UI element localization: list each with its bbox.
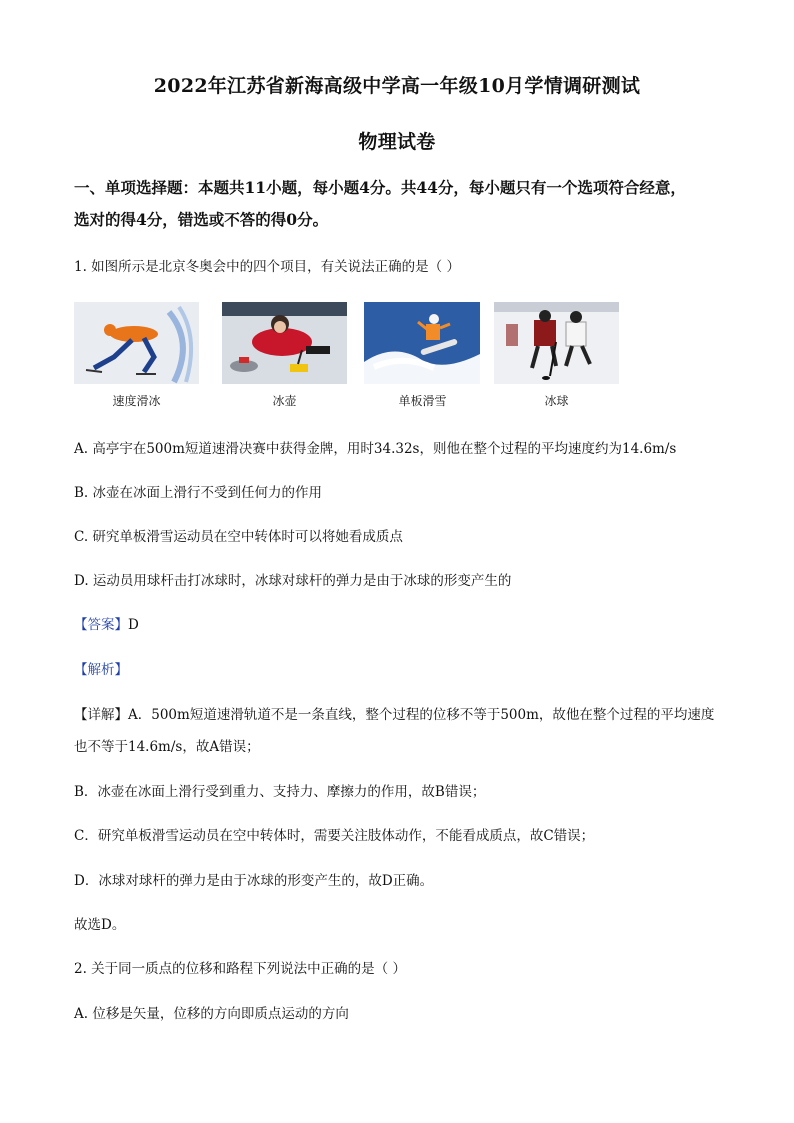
q1-detail-a-line2: 也不等于14.6m/s，故A错误； (74, 739, 260, 755)
q2-option-a: A. 位移是矢量，位移的方向即质点运动的方向 (74, 1006, 349, 1022)
q1-detail-c: C．研究单板滑雪运动员在空中转体时，需要关注肢体动作，不能看成质点，故C错误； (74, 828, 595, 844)
q1-answer (74, 613, 139, 633)
snowboard-image (364, 302, 480, 384)
q1-analysis-tag: 【解析】 (74, 662, 128, 678)
exam-subtitle: 物理试卷 (358, 131, 436, 153)
q1-detail-d: D．冰球对球杆的弹力是由于冰球的形变产生的，故D正确。 (74, 873, 434, 889)
section-header-line2: 选对的得4分，错选或不答的得0分。 (74, 210, 329, 229)
speed-skating-image (74, 302, 199, 384)
q1-detail-b: B．冰壶在冰面上滑行受到重力、支持力、摩擦力的作用，故B错误； (74, 784, 486, 800)
q1-option-b: B. 冰壶在冰面上滑行不受到任何力的作用 (74, 485, 323, 501)
q2-stem: 2. 关于同一质点的位移和路程下列说法中正确的是（ ） (74, 961, 406, 977)
answer-value: D (128, 617, 139, 633)
q1-option-a: A. 高亭宇在500m短道速滑决赛中获得金牌，用时34.32s，则他在整个过程的平均速度约为14.6m/s (74, 441, 677, 457)
detail-a-text: A．500m短道速滑轨道不是一条直线，整个过程的位移不等于500m，故他在整个过程的平均速度 (128, 707, 715, 723)
caption-ice-hockey: 冰球 (544, 394, 569, 408)
q1-option-c: C. 研究单板滑雪运动员在空中转体时可以将她看成质点 (74, 529, 403, 545)
ice-hockey-image (494, 302, 619, 384)
exam-title: 2022年江苏省新海高级中学高一年级10月学情调研测试 (153, 75, 641, 97)
section-header-line1: 一、单项选择题：本题共11小题，每小题4分。共44分，每小题只有一个选项符合经意， (74, 178, 686, 197)
caption-speed-skating: 速度滑冰 (112, 394, 161, 408)
detail-tag: 【详解】 (74, 707, 128, 723)
q1-stem: 1. 如图所示是北京冬奥会中的四个项目，有关说法正确的是（ ） (74, 259, 460, 275)
q1-detail-a-line1 (74, 703, 714, 723)
caption-snowboard: 单板滑雪 (398, 394, 447, 408)
caption-curling: 冰壶 (272, 394, 297, 408)
curling-image (222, 302, 347, 384)
q1-conclusion: 故选D。 (74, 917, 126, 933)
q1-option-d: D. 运动员用球杆击打冰球时，冰球对球杆的弹力是由于冰球的形变产生的 (74, 573, 512, 589)
answer-tag: 【答案】 (74, 617, 128, 633)
